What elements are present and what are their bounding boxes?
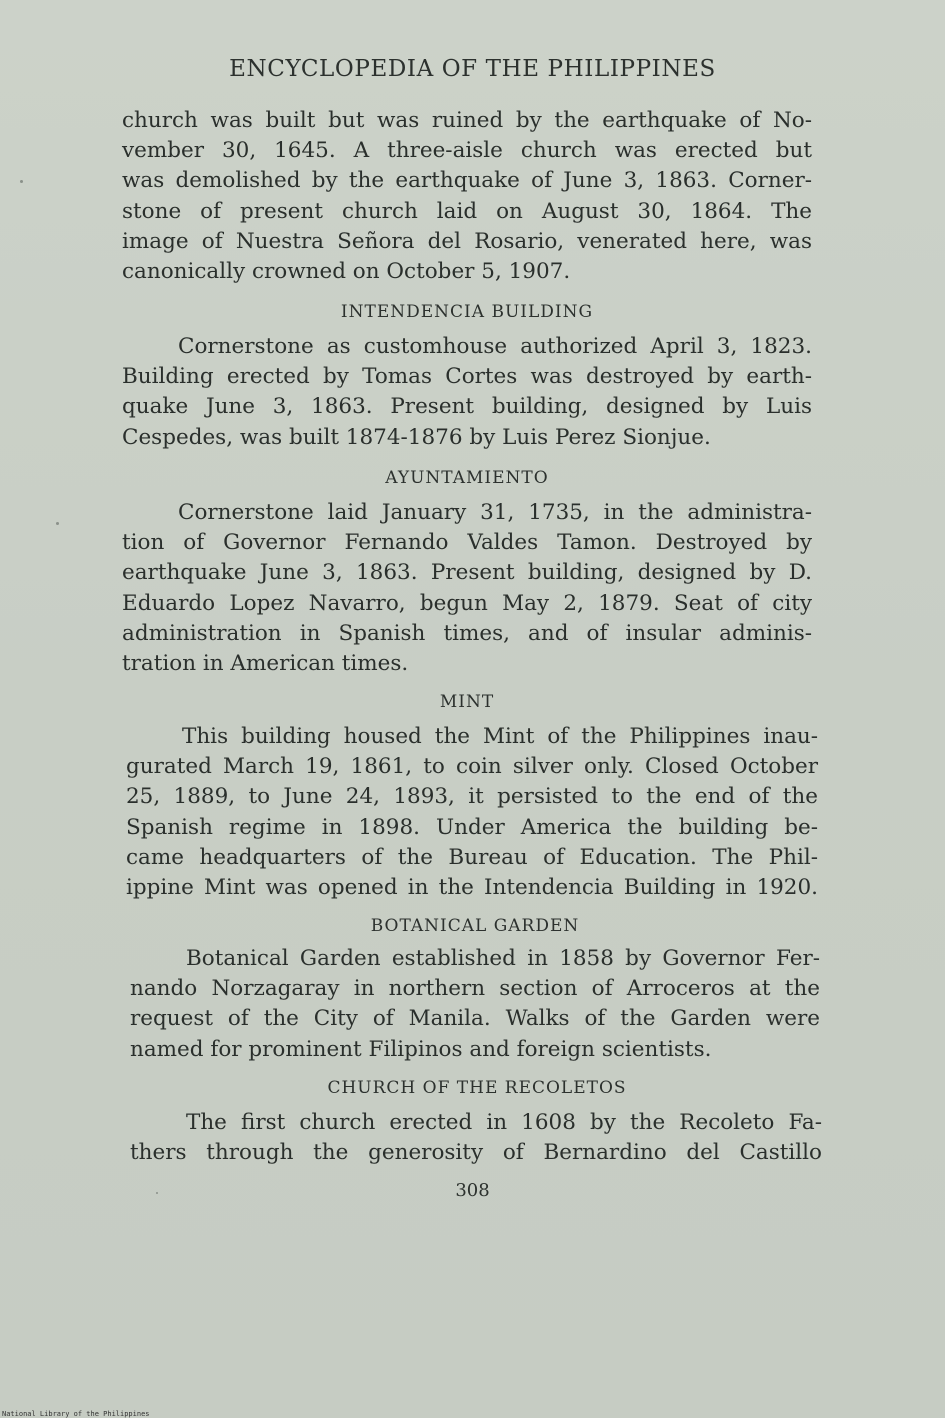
section-heading-recoletos: CHURCH OF THE RECOLETOS (327, 1078, 627, 1098)
text-line: tion of Governor Fernando Valdes Tamon. Destroyed by (122, 530, 812, 556)
section-heading-ayuntamiento: AYUNTAMIENTO (385, 468, 549, 488)
text-line: request of the City of Manila. Walks of the Garden were (130, 1006, 820, 1032)
text-line: ippine Mint was opened in the Intendencia Building in 1920. (126, 875, 818, 901)
section-heading-botanical-garden: BOTANICAL GARDEN (370, 916, 580, 936)
text-line: 25, 1889, to June 24, 1893, it persisted to the end of the (126, 784, 818, 810)
running-head: ENCYCLOPEDIA OF THE PHILIPPINES (229, 56, 716, 82)
paper-speck (20, 180, 23, 183)
text-line: named for prominent Filipinos and foreign scientists. (130, 1036, 712, 1062)
text-line: was demolished by the earthquake of June 3, 1863. Corner- (122, 168, 812, 194)
section-heading-mint: MINT (439, 692, 495, 712)
text-line: image of Nuestra Señora del Rosario, venerated here, was (122, 228, 812, 254)
section-paragraph-recoletos (130, 1108, 822, 1168)
text-line: The first church erected in 1608 by the Recoleto Fa- (186, 1110, 822, 1135)
text-line: thers through the generosity of Bernardino del Castillo (130, 1140, 822, 1166)
text-line: Cornerstone laid January 31, 1735, in the administra- (178, 500, 812, 525)
section-heading-intendencia: INTENDENCIA BUILDING (340, 302, 594, 322)
text-line: Building erected by Tomas Cortes was destroyed by earth- (122, 364, 812, 390)
footer-credit: National Library of the Philippines (2, 1410, 150, 1418)
section-paragraph-mint (126, 722, 818, 903)
text-line: came headquarters of the Bureau of Education. The Phil- (126, 844, 818, 870)
text-line: Botanical Garden established in 1858 by Governor Fer- (186, 946, 820, 971)
text-line: canonically crowned on October 5, 1907. (122, 259, 571, 285)
text-line: quake June 3, 1863. Present building, designed by Luis (122, 394, 812, 420)
text-line: vember 30, 1645. A three-aisle church was erected but (122, 138, 812, 164)
text-line: Cornerstone as customhouse authorized April 3, 1823. (178, 334, 812, 359)
text-line: administration in Spanish times, and of insular adminis- (122, 620, 812, 646)
paper-speck (156, 1192, 158, 1194)
section-paragraph-botanical-garden (130, 944, 820, 1065)
text-line: earthquake June 3, 1863. Present building, designed by D. (122, 560, 812, 586)
text-line: nando Norzagaray in northern section of Arroceros at the (130, 976, 820, 1002)
text-line: gurated March 19, 1861, to coin silver only. Closed October (126, 754, 818, 780)
page-number: 308 (455, 1180, 490, 1201)
text-line: Cespedes, was built 1874-1876 by Luis Perez Sionjue. (122, 424, 711, 450)
paper-speck (56, 522, 59, 525)
section-paragraph-intendencia (122, 332, 812, 453)
text-line: Eduardo Lopez Navarro, begun May 2, 1879. Seat of city (122, 590, 812, 616)
text-line: This building housed the Mint of the Philippines inau- (182, 724, 818, 749)
text-line: Spanish regime in 1898. Under America the building be- (126, 814, 818, 840)
section-paragraph-ayuntamiento (122, 498, 812, 679)
text-line: tration in American times. (122, 651, 409, 677)
text-line: stone of present church laid on August 30, 1864. The (122, 198, 812, 224)
intro-paragraph (122, 106, 812, 287)
text-line: church was built but was ruined by the earthquake of No- (122, 108, 812, 133)
